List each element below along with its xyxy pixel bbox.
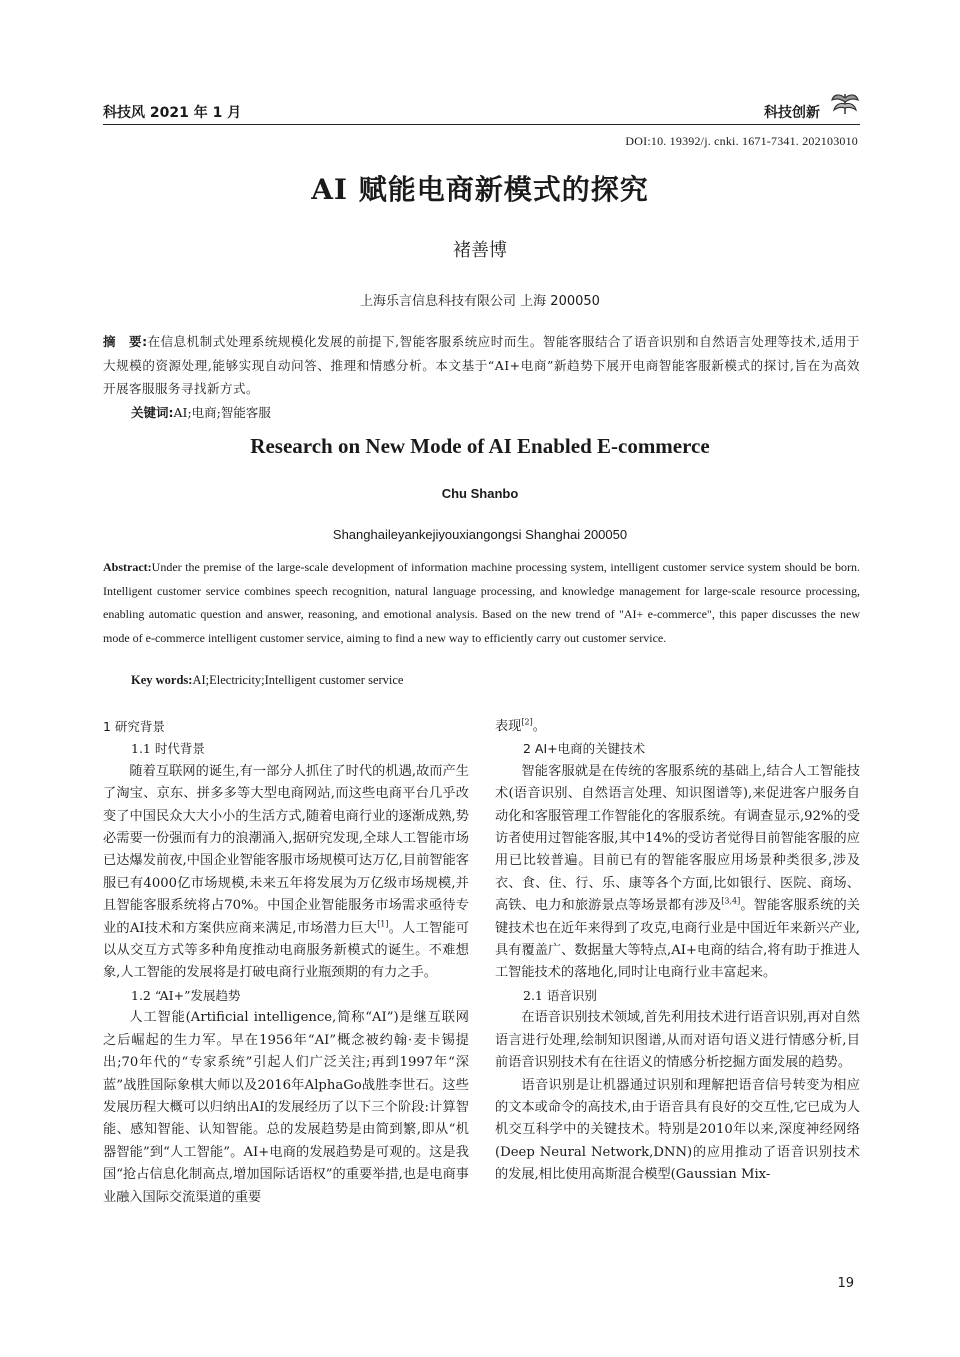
section-heading-2: 2 AI+电商的关键技术: [523, 741, 646, 757]
author-affiliation-en: Shanghaileyankejiyouxiangongsi Shanghai 200050: [332, 527, 628, 542]
body-paragraph-continued: 表现[2]。: [495, 717, 546, 734]
body-column-left: [103, 716, 469, 1209]
abstract-cn-text: 在信息机制式处理系统规模化发展的前提下,智能客服系统应时而生。智能客服结合了语音识别和自然语言处理等技术,适用于大规模的资源处理,能够实现自动问答、推理和情感分析。本文基于“AI+电商”新趋势下展开电商智能客服新模式的探讨,旨在为高效开展客服服务寻找新方式。: [103, 334, 860, 396]
keywords-cn-text: AI;电商;智能客服: [173, 405, 271, 420]
abstract-cn: [103, 330, 860, 401]
abstract-en: [103, 556, 860, 650]
subsection-heading-1-2: 1.2 “AI+”发展趋势: [131, 987, 241, 1003]
journal-issue: 科技风 2021 年 1 月: [103, 105, 242, 121]
abstract-en-text: Under the premise of the large-scale development of information machine processing system, intelligent customer service system should be born. Intelligent customer service combines speech recognition, natural language processing, and knowledge management for large-scale resource processing, enabling automatic question and answer, reasoning, and emotional analysis. Based on the new trend of "AI+ e-commerce", this paper discusses the new mode of e-commerce intelligent customer service, aiming to find a new way to efficiently carry out customer service.: [103, 560, 860, 645]
body-paragraph: 语音识别是让机器通过识别和理解把语音信号转变为相应的文本或命令的高技术,由于语音具有良好的交互性,它已成为人机交互科学中的关键技术。特别是2010年以来,深度神经网络(Deep Neural Network,DNN)的应用推动了语音识别技术的发展,相比使用高斯混合模型(Gaussian Mix-: [495, 1077, 860, 1183]
keywords-cn: [131, 403, 271, 421]
paper-title: AI 赋能电商新模式的探究: [311, 173, 649, 206]
author-name-en: Chu Shanbo: [441, 486, 519, 501]
keywords-cn-label: 关键词:: [131, 405, 174, 420]
journal-logo-icon: [830, 88, 860, 116]
keywords-en-label: Key words:: [131, 673, 193, 687]
body-paragraph: 随着互联网的诞生,有一部分人抓住了时代的机遇,故而产生了淘宝、京东、拼多多等大型电商网站,而这些电商平台几乎改变了中国民众大大小小的生活方式,随着电商行业的逐渐成熟,势必需要一份强而有力的浪潮涌入,据研究发现,全球人工智能市场已达爆发前夜,中国企业智能客服市场规模可达万亿,目前智能客服已有4000亿市场规模,未来五年将发展为万亿级市场规模,并且智能客服系统将占70%。中国企业智能服务市场需求亟待专业的AI技术和方案供应商来满足,市场潜力巨大[1]。人工智能可以从交互方式等多种角度推动电商服务新模式的诞生。不难想象,人工智能的发展将是打破电商行业瓶颈期的有力之手。: [103, 763, 469, 981]
keywords-en-text: AI;Electricity;Intelligent customer service: [192, 673, 404, 687]
keywords-en: [131, 673, 403, 688]
subsection-heading-2-1: 2.1 语音识别: [523, 987, 597, 1003]
body-paragraph: 智能客服就是在传统的客服系统的基础上,结合人工智能技术(语音识别、自然语言处理、知识图谱等),来促进客户服务自动化和客服管理工作智能化的客服系统。有调查显示,92%的受访者使用过智能客服,其中14%的受访者觉得目前智能客服的应用已比较普遍。目前已有的智能客服应用场景种类很多,涉及衣、食、住、行、乐、康等各个方面,比如银行、医院、商场、高铁、电力和旅游景点等场景都有涉及[3,4]。智能客服系统的关键技术也在近年来得到了攻克,电商行业是中国近年来新兴产业,具有覆盖广、数据量大等特点,AI+电商的结合,将有助于推进人工智能技术的落地化,同时让电商行业丰富起来。: [495, 763, 860, 981]
subsection-heading-1-1: 1.1 时代背景: [131, 741, 205, 757]
doi: DOI:10. 19392/j. cnki. 1671-7341. 202103010: [625, 134, 858, 148]
author-affiliation: 上海乐言信息科技有限公司 上海 200050: [360, 294, 600, 309]
abstract-en-label: Abstract:: [103, 560, 152, 574]
citation: [2]: [521, 717, 533, 727]
citation: [1]: [377, 919, 389, 929]
page-number: 19: [837, 1276, 854, 1291]
abstract-cn-label: 摘 要:: [103, 334, 148, 349]
paper-title-en: Research on New Mode of AI Enabled E-commerce: [250, 434, 710, 458]
body-column-right: [495, 716, 860, 1187]
body-paragraph: 在语音识别技术领域,首先利用技术进行语音识别,再对自然语言进行处理,绘制知识图谱,从而对语句语义进行情感分析,目前语音识别技术有在往语义的情感分析挖掘方面发展的趋势。: [495, 1010, 860, 1071]
citation: [3,4]: [721, 896, 741, 906]
section-heading-1: 1 研究背景: [103, 719, 165, 734]
body-paragraph: 人工智能(Artificial intelligence,简称“AI”)是继互联网之后崛起的生力军。早在1956年“AI”概念被约翰·麦卡锡提出;70年代的“专家系统”引起人们广泛关注;再到1997年“深蓝”战胜国际象棋大师以及2016年AlphaGo战胜李世石。这些发展历程大概可以归纳出AI的发展经历了以下三个阶段:计算智能、感知智能、认知智能。总的发展趋势是由简到繁,即从“机器智能”到“人工智能”。AI+电商的发展趋势是可观的。这是我国“抢占信息化制高点,增加国际话语权”的重要举措,也是电商事业融入国际交流渠道的重要: [103, 1010, 469, 1205]
author-name: 褚善博: [453, 240, 507, 261]
section-label: 科技创新: [764, 105, 820, 121]
header-rule: [103, 124, 860, 125]
